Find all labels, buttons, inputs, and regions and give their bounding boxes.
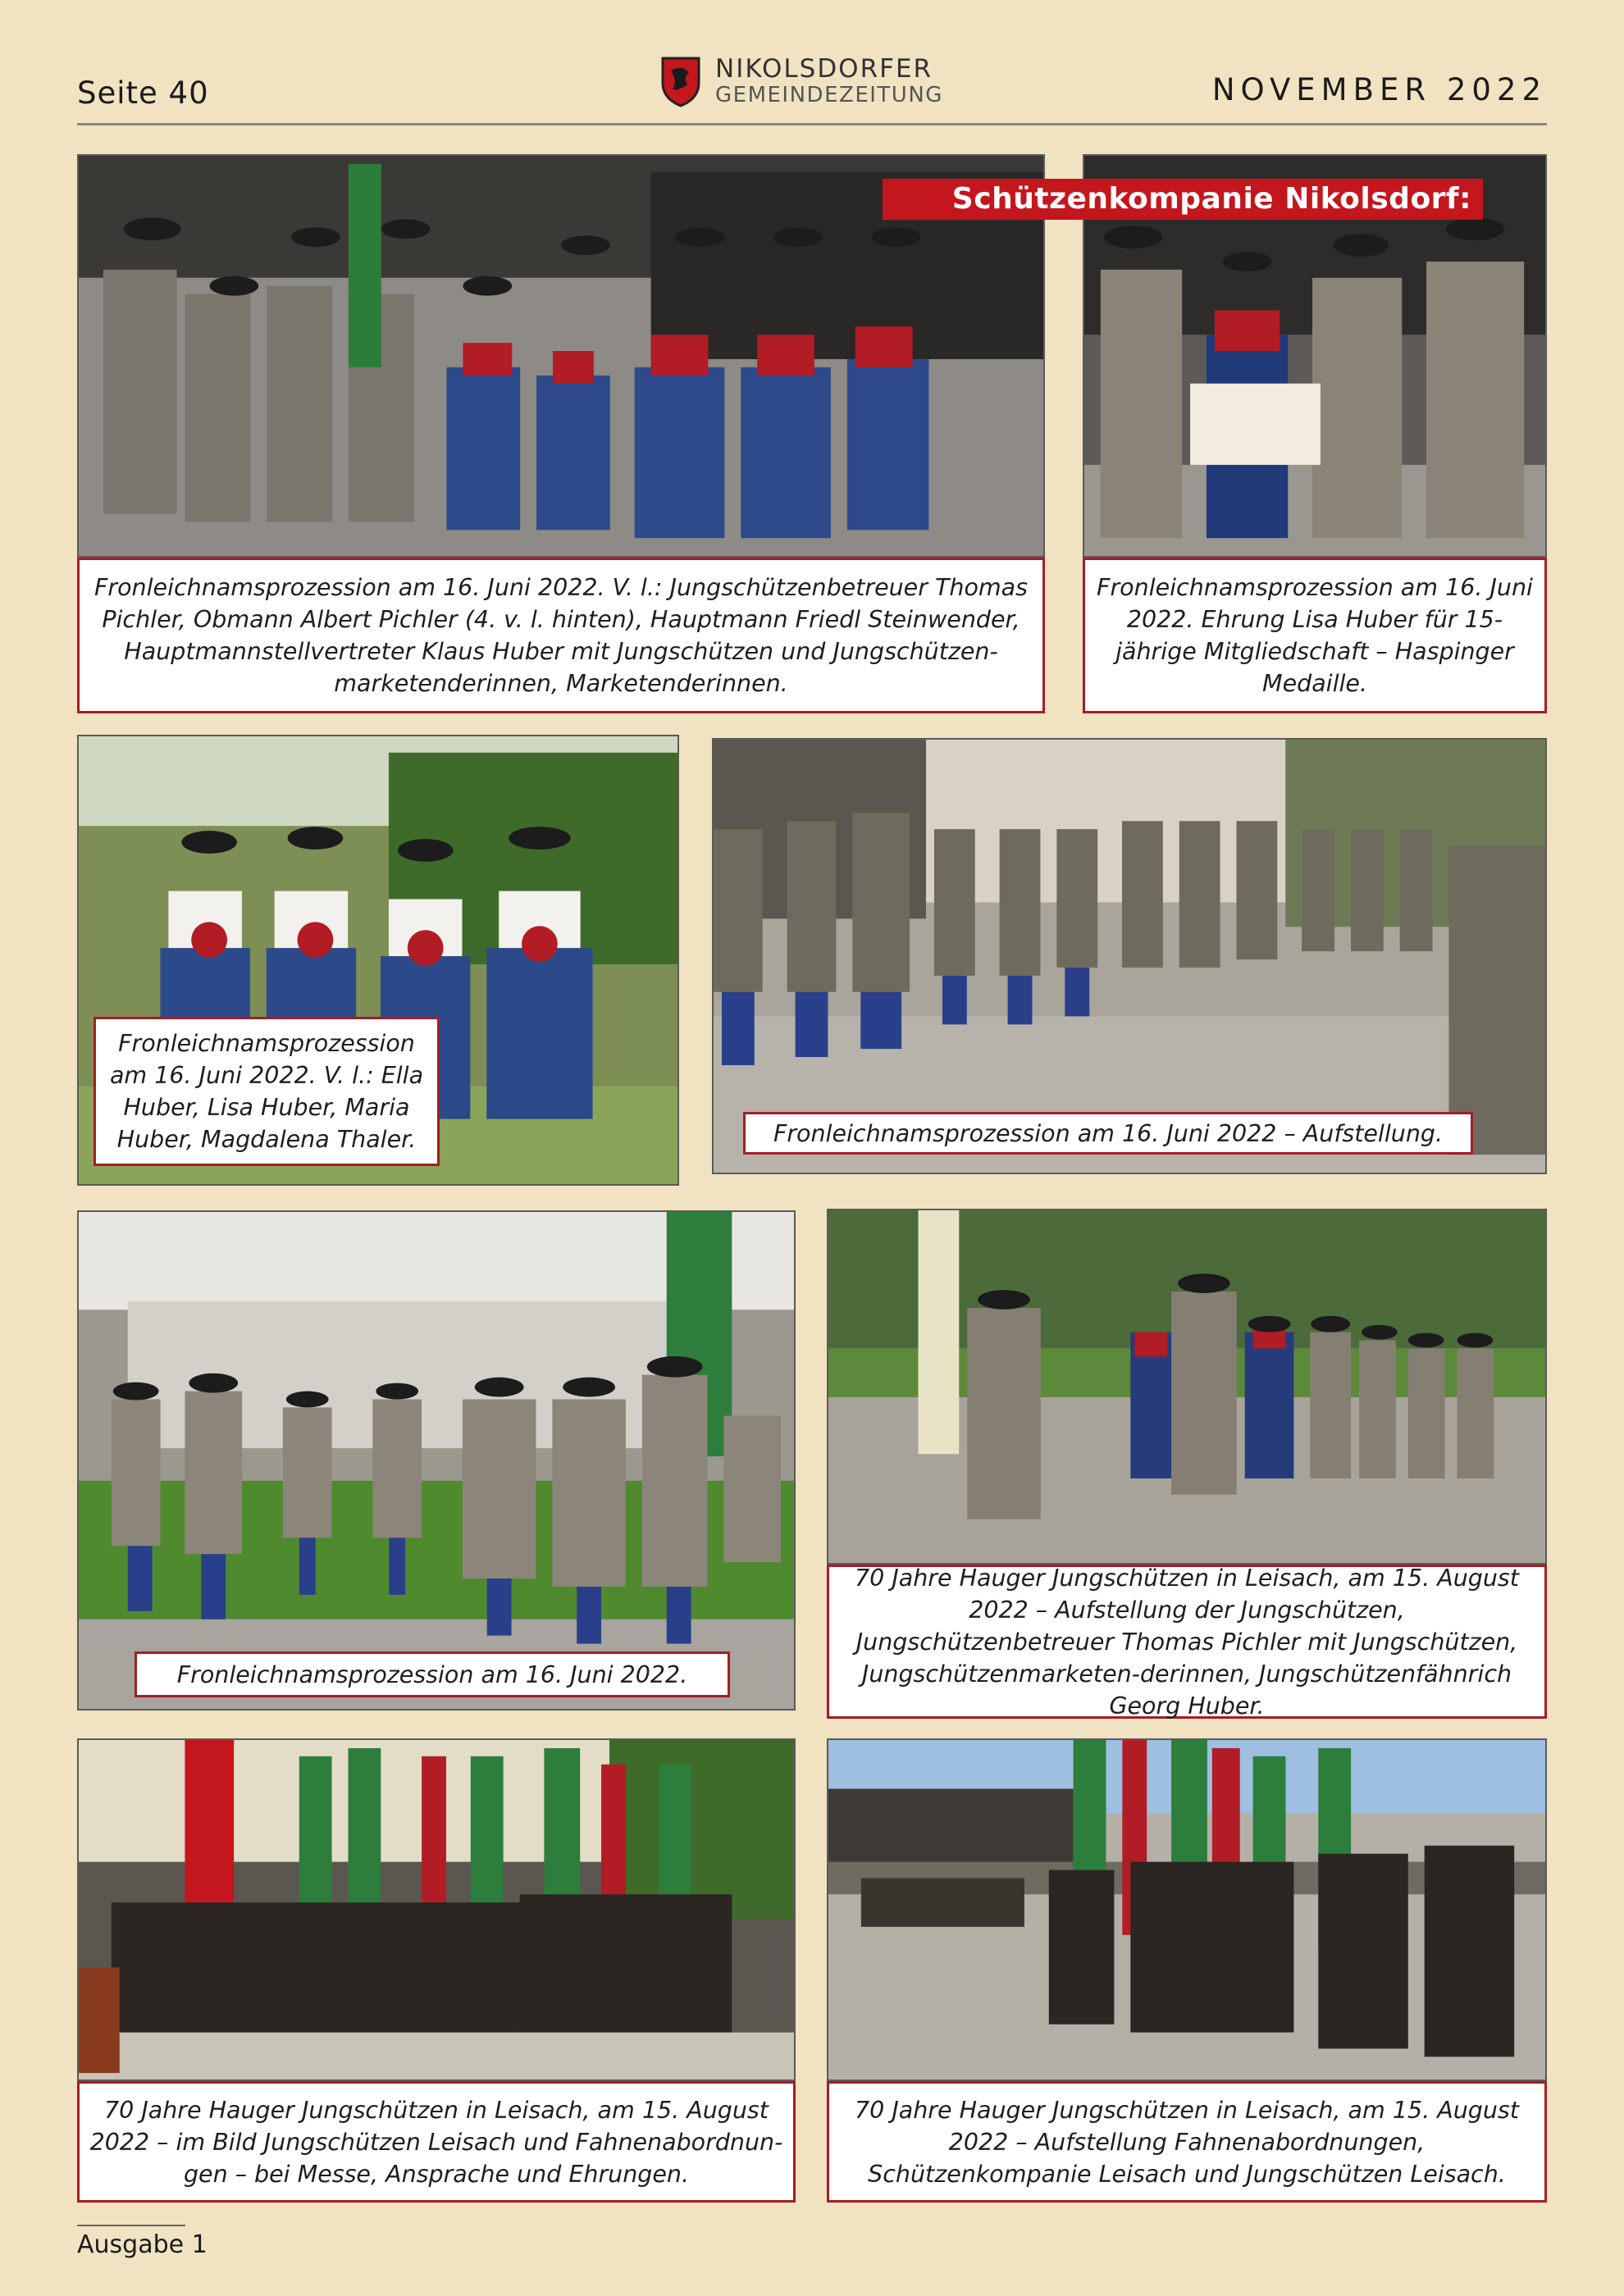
- caption-photo-6: 70 Jahre Hauger Jungschützen in Leisach, am 15. August 2022 – Aufstellung der Jungschützen, Jungschützenbetreuer Thomas Pichler mit Jungschützen, Jungschützenmarketen-derinnen, Jungschützenfähnrich Georg Huber.: [827, 1565, 1547, 1719]
- photo-leisach-fahnenabordnungen: [827, 1738, 1547, 2081]
- caption-photo-2: Fronleichnamsprozession am 16. Juni 2022. Ehrung Lisa Huber für 15-jährige Mitgliedschaft – Haspinger Medaille.: [1083, 558, 1547, 713]
- caption-photo-7: 70 Jahre Hauger Jungschützen in Leisach, am 15. August 2022 – im Bild Jungschützen Leisach und Fahnenabordnun-gen – bei Messe, Ansprache und Ehrungen.: [77, 2081, 796, 2203]
- coat-of-arms-icon: [659, 55, 702, 107]
- issue-label: Ausgabe 1: [77, 2230, 208, 2259]
- issue-date: NOVEMBER 2022: [1211, 72, 1547, 107]
- caption-photo-8: 70 Jahre Hauger Jungschützen in Leisach, am 15. August 2022 – Aufstellung Fahnenabordnungen, Schützenkompanie Leisach und Jungschützen Leisach.: [827, 2081, 1547, 2203]
- caption-photo-5: Fronleichnamsprozession am 16. Juni 2022.: [135, 1651, 730, 1697]
- photo-procession-march: [77, 1210, 796, 1711]
- footer-divider: [77, 2225, 185, 2226]
- header-divider: [77, 123, 1547, 125]
- masthead-logo: [659, 52, 971, 110]
- photo-leisach-messe: [77, 1738, 796, 2081]
- page-number: Seite 40: [77, 75, 209, 111]
- masthead-subtitle: GEMEINDEZEITUNG: [715, 83, 943, 107]
- photo-leisach-jungschuetzen: [827, 1209, 1547, 1565]
- caption-photo-1: Fronleichnamsprozession am 16. Juni 2022. V. l.: Jungschützenbetreuer Thomas Pichler, Obmann Albert Pichler (4. v. l. hinten), Hauptmann Friedl Steinwender, Hauptmannstellvertreter Klaus Huber mit Jungschützen und Jungschützen-marketenderinnen, Marketenderinnen.: [77, 558, 1045, 713]
- caption-photo-4: Fronleichnamsprozession am 16. Juni 2022 – Aufstellung.: [743, 1112, 1473, 1155]
- caption-photo-3: Fronleichnamsprozession am 16. Juni 2022. V. l.: Ella Huber, Lisa Huber, Maria Huber, Magdalena Thaler.: [94, 1017, 440, 1166]
- photo-aufstellung: [712, 738, 1547, 1174]
- section-banner: Schützenkompanie Nikolsdorf:: [883, 179, 1483, 220]
- masthead-title: NIKOLSDORFER: [715, 54, 933, 84]
